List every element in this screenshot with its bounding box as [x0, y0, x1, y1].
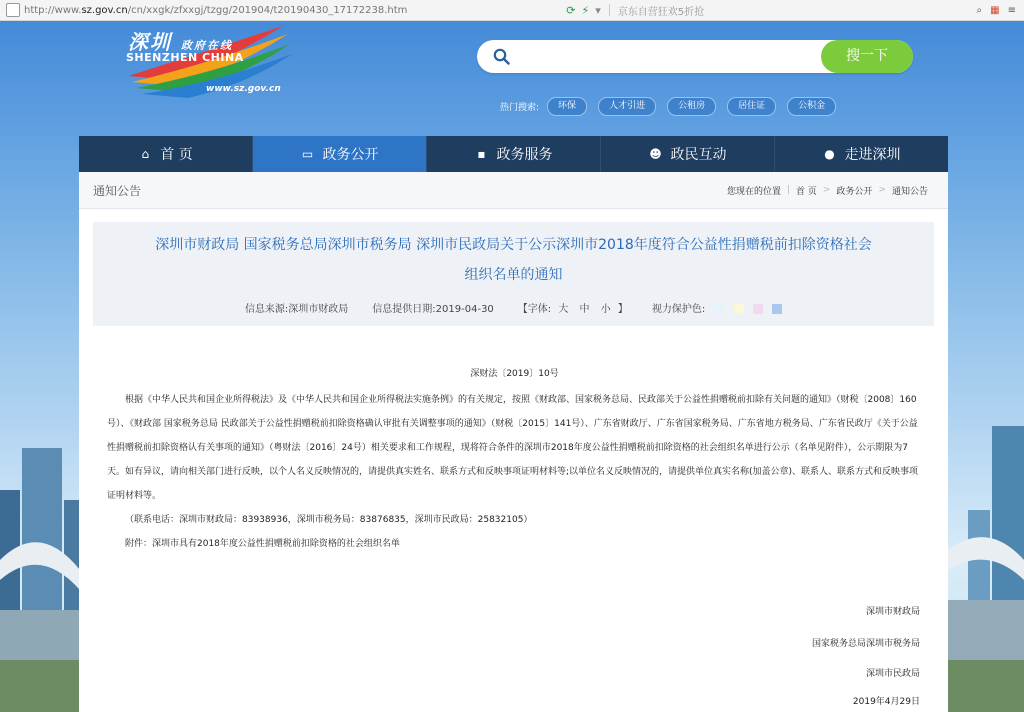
- search-button[interactable]: 搜一下: [821, 40, 913, 73]
- search-icon: [493, 48, 510, 65]
- article-meta: [93, 300, 934, 315]
- page-icon: [6, 3, 20, 17]
- monitor-icon: ▭: [301, 147, 314, 161]
- hot-tag-talent[interactable]: 人才引进: [598, 97, 656, 116]
- url-field[interactable]: [24, 5, 407, 16]
- lightning-icon[interactable]: ⚡: [581, 3, 590, 17]
- section-title: 通知公告: [93, 183, 142, 198]
- signature-date: 2019年4月29日: [852, 697, 920, 707]
- color-swatch-blue[interactable]: [714, 304, 724, 314]
- url-domain: sz.gov.cn: [81, 4, 128, 16]
- font-small-button[interactable]: 小: [600, 304, 611, 315]
- eye-protection-label: 视力保护色:: [651, 304, 706, 315]
- nav-home[interactable]: [79, 136, 253, 172]
- article-paragraph: 根据《中华人民共和国企业所得税法》及《中华人民共和国企业所得税法实施条例》的有关规定，按照《财政部、国家税务总局、民政部关于公益性捐赠税前扣除有关问题的通知》（财税〔2008〕160号）、《财政部 国家税务总局 民政部关于公益性捐赠税前扣除资格确认审批有关调整事项的通知》（财税〔2015〕141号）、广东省财政厅、广东省国家税务局、广东省地方税务局、广东省民政厅《关于公益性捐赠税前扣除资格认有关事项的通知》（粤财法〔2016〕24号）相关要求和工作规程，现将符合条件的深圳市2018年度公益性捐赠税前扣除资格的社会组织名单进行公示（名单见附件），公示期限为7天。如有异议，请向相关部门进行反映，以个人名义反映情况的，请提供真实姓名、联系方式和反映事项证明材料等;以单位名义反映情况的，请提供单位真实名称(加盖公章)、联系人、联系方式和反映事项证明材料等。: [107, 395, 919, 501]
- signature-finance-bureau: 深圳市财政局: [865, 607, 920, 617]
- nav-interaction-label: 政民互动: [670, 147, 727, 163]
- nav-government-services[interactable]: [427, 136, 601, 172]
- nav-government-affairs[interactable]: [253, 136, 427, 172]
- article-header: [93, 222, 934, 326]
- apps-icon[interactable]: ▦: [990, 4, 1000, 16]
- nav-government-services-label: 政务服务: [496, 147, 553, 163]
- url-path: /cn/xxgk/zfxxgj/tzgg/201904/t20190430_17172238.htm: [127, 4, 408, 16]
- signature-civil-affairs: 深圳市民政局: [865, 669, 920, 679]
- breadcrumb-notices[interactable]: 通知公告: [891, 186, 928, 197]
- article-title: [105, 230, 922, 290]
- nav-about-shenzhen-label: 走进深圳: [844, 147, 901, 163]
- font-size-label: 【字体:: [517, 304, 552, 315]
- nav-government-affairs-label: 政务公开: [322, 147, 379, 163]
- color-swatch-dark-blue[interactable]: [772, 304, 782, 314]
- breadcrumb-here: 您现在的位置: [726, 186, 781, 197]
- font-medium-button[interactable]: 中: [579, 304, 590, 315]
- article-title-line1: 深圳市财政局 国家税务总局深圳市税务局 深圳市民政局关于公示深圳市2018年度符合公益性捐赠税前扣除资格社会: [155, 237, 872, 253]
- attachment-line[interactable]: 附件：深圳市具有2018年度公益性捐赠税前扣除资格的社会组织名单: [125, 539, 400, 549]
- logo-english-text: SHENZHEN CHINA: [126, 51, 244, 64]
- refresh-icon[interactable]: ⟳: [566, 3, 576, 17]
- browser-address-bar: [0, 0, 1024, 21]
- menu-icon[interactable]: ≡: [1007, 4, 1016, 16]
- card-icon: ▪: [477, 147, 486, 161]
- home-icon: ⌂: [141, 147, 150, 161]
- eye-protection-control: [652, 300, 782, 315]
- content-panel: [79, 172, 948, 712]
- city-skyline-right-graphic: [948, 420, 1024, 712]
- hot-tag-public-housing[interactable]: 公租房: [667, 97, 716, 116]
- city-skyline-left-graphic: [0, 420, 80, 712]
- chevron-down-icon[interactable]: ▾: [595, 3, 601, 17]
- site-search-box[interactable]: [477, 40, 913, 73]
- hot-tag-environment[interactable]: 环保: [547, 97, 587, 116]
- contact-info: （联系电话：深圳市财政局：83938936，深圳市税务局：83876835，深圳市民政局：25832105）: [125, 515, 533, 525]
- logo-chinese-text: 深圳 政府在线: [128, 30, 233, 54]
- url-prefix: http://www.: [24, 4, 82, 16]
- nav-about-shenzhen[interactable]: [775, 136, 948, 172]
- breadcrumb-home[interactable]: 首 页: [796, 186, 817, 197]
- users-icon: ☻: [649, 147, 662, 161]
- article-date: 信息提供日期:2019-04-30: [372, 304, 494, 315]
- info-icon: ●: [824, 147, 835, 161]
- main-nav: [79, 136, 948, 172]
- search-icon[interactable]: ⌕: [976, 4, 983, 16]
- breadcrumb: 您现在的位置 | 首 页 > 政务公开 > 通知公告: [726, 185, 928, 197]
- color-swatch-yellow[interactable]: [734, 304, 744, 314]
- browser-search-field[interactable]: 京东自营狂欢5折抢: [617, 6, 705, 18]
- hot-search-label: 热门搜索:: [500, 103, 540, 113]
- article-title-line2: 组织名单的通知: [464, 267, 563, 283]
- nav-home-label: 首 页: [160, 147, 193, 163]
- document-number: 深财法〔2019〕10号: [470, 369, 559, 379]
- font-size-end: 】: [617, 304, 628, 315]
- hot-tag-housing-fund[interactable]: 公积金: [787, 97, 836, 116]
- color-swatch-pink[interactable]: [753, 304, 763, 314]
- breadcrumb-bar: [79, 172, 948, 209]
- logo-url-text: www.sz.gov.cn: [206, 84, 281, 94]
- hot-tag-residence-permit[interactable]: 居住证: [727, 97, 776, 116]
- breadcrumb-government-affairs[interactable]: 政务公开: [836, 186, 873, 197]
- signature-tax-bureau: 国家税务总局深圳市税务局: [811, 639, 920, 649]
- nav-interaction[interactable]: [601, 136, 775, 172]
- article-body: [107, 362, 922, 556]
- article-source: 信息来源:深圳市财政局: [244, 304, 349, 315]
- site-logo[interactable]: [118, 24, 293, 102]
- hot-search-bar: [500, 97, 847, 116]
- font-size-control: [518, 300, 628, 315]
- font-large-button[interactable]: 大: [558, 304, 569, 315]
